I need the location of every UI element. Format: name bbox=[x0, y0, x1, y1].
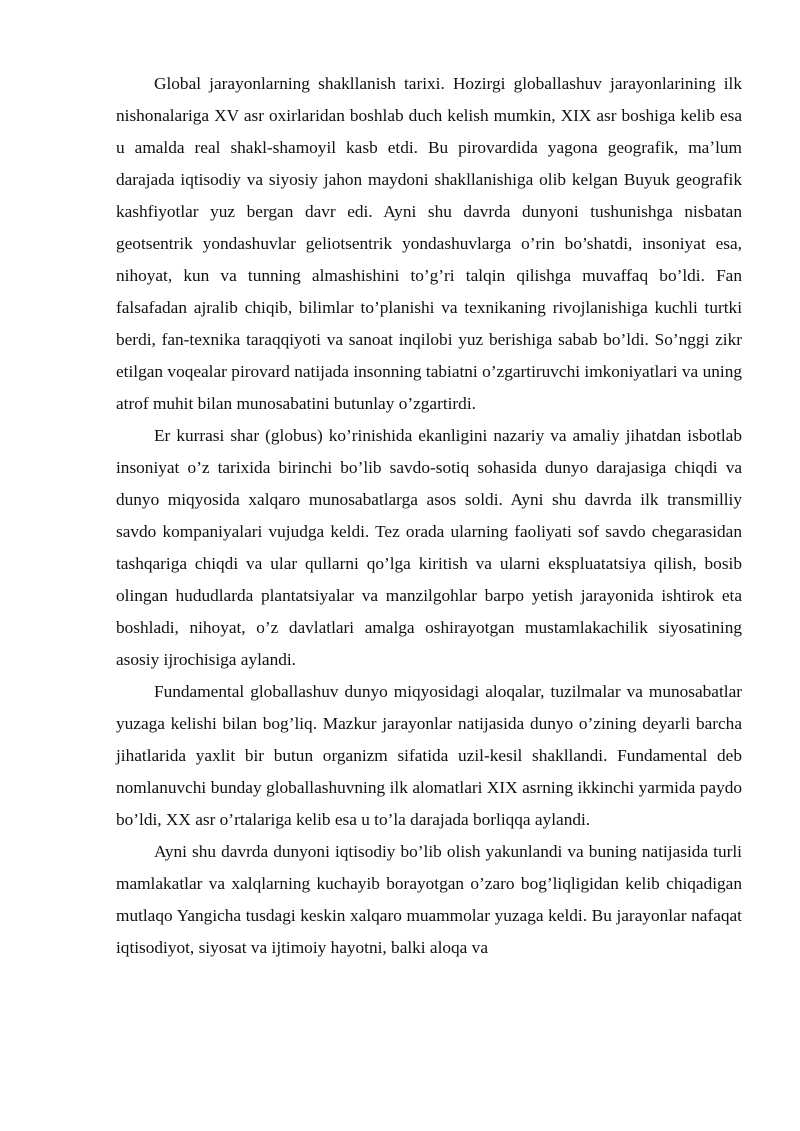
paragraph-fundamental-globalization: Fundamental globallashuv dunyo miqyosidagi aloqalar, tuzilmalar va munosabatlar yuzaga kelishi bilan bog’liq. Mazkur jarayonlar natijasida dunyo o’zining deyarli barcha jihatlarida yaxlit bir butun organizm sifatida uzil-kesil shakllandi. Fundamental deb nomlanuvchi bunday globallashuvning ilk alomatlari XIX asrning ikkinchi yarmida paydo bo’ldi, XX asr o’rtalariga kelib esa u to’la darajada borliqqa aylandi. bbox=[116, 682, 742, 829]
paragraph-economic-division: Ayni shu davrda dunyoni iqtisodiy bo’lib olish yakunlandi va buning natijasida turli mamlakatlar va xalqlarning kuchayib borayotgan o’zaro bog’liqligidan kelib chiqadigan mutlaqo Yangicha tusdagi keskin xalqaro muammolar yuzaga keldi. Bu jarayonlar nafaqat iqtisodiyot, siyosat va ijtimoiy hayotni, balki aloqa va bbox=[116, 842, 742, 957]
paragraph-history-of-globalization: Global jarayonlarning shakllanish tarixi. Hozirgi globallashuv jarayonlarining ilk nishonalariga XV asr oxirlaridan boshlab duch kelish mumkin, XIX asr boshiga kelib esa u amalda real shakl-shamoyil kasb etdi. Bu pirovardida yagona geografik, maʼlum darajada iqtisodiy va siyosiy jahon maydoni shakllanishiga olib kelgan Buyuk geografik kashfiyotlar yuz bergan davr edi. Ayni shu davrda dunyoni tushunishga nisbatan geotsentrik yondashuvlar geliotsentrik yondashuvlarga o’rin bo’shatdi, insoniyat esa, nihoyat, kun va tunning almashishini to’g’ri talqin qilishga muvaffaq bo’ldi. Fan falsafadan ajralib chiqib, bilimlar to’planishi va texnikaning rivojlanishiga kuchli turtki berdi, fan-texnika taraqqiyoti va sanoat inqilobi yuz berishiga sabab bo’ldi. So’nggi zikr etilgan voqealar pirovard natijada insonning tabiatni o’zgartiruvchi imkoniyatlari va uning atrof muhit bilan munosabatini butunlay o’zgartirdi. bbox=[116, 74, 742, 413]
document-page bbox=[116, 68, 742, 964]
paragraph-globe-and-trade: Er kurrasi shar (globus) ko’rinishida ekanligini nazariy va amaliy jihatdan isbotlab insoniyat o’z tarixida birinchi bo’lib savdo-sotiq sohasida dunyo darajasiga chiqdi va dunyo miqyosida xalqaro munosabatlarga asos soldi. Ayni shu davrda ilk transmilliy savdo kompaniyalari vujudga keldi. Tez orada ularning faoliyati sof savdo chegarasidan tashqariga chiqdi va ular qullarni qo’lga kiritish va ularni ekspluatatsiya qilish, bosib olingan hududlarda plantatsiyalar va manzilgohlar barpo yetish jarayonida ishtirok eta boshladi, nihoyat, o’z davlatlari amalga oshirayotgan mustamlakachilik siyosatining asosiy ijrochisiga aylandi. bbox=[116, 426, 742, 669]
